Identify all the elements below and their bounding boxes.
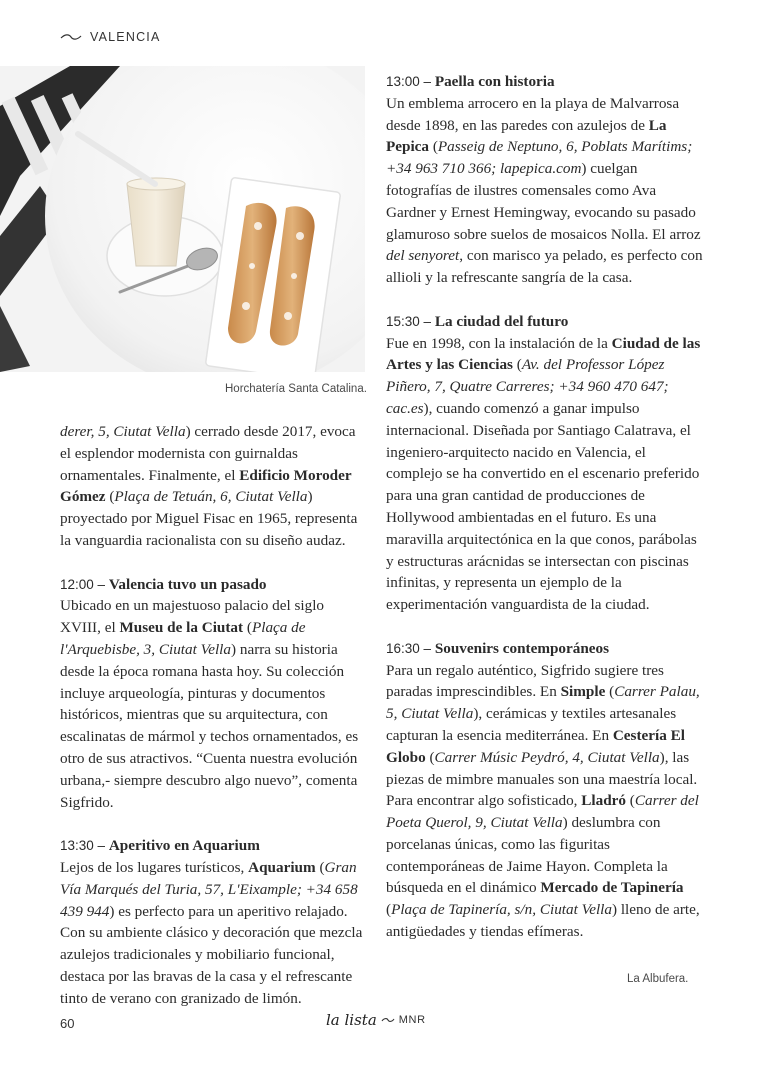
section-title: Paella con historia (434, 73, 555, 90)
souvenirs-venue-globo: Cestería El Globo (386, 726, 685, 766)
section-title: Valencia tuvo un pasado (108, 575, 267, 593)
intro-text-3: ) proyectado por Miguel Fisac en 1965, representa la vanguardia racionalista con su diseño audaz. (60, 488, 358, 549)
running-header (60, 30, 161, 44)
logo-script: la lista (326, 1011, 377, 1029)
aquarium-text-3: ) es perfecto para un aperitivo relajado. Con su ambiente clásico y decoración que mezcla azulejos tradicionales y mobiliario funcional, destaca por las bravas de la casa y el refrescante tinto de verano con granizado de limón. (60, 902, 363, 1007)
aquarium-address: Gran Vía Marqués del Turia, 57, L'Eixample; +34 658 439 944 (60, 858, 358, 920)
aquarium-text-2: ( (315, 858, 325, 876)
time-dash: – (419, 640, 435, 656)
tilde-ornament-icon (381, 1017, 395, 1023)
intro-paragraph (60, 421, 365, 552)
souvenirs-text-4: ( (425, 748, 435, 766)
intro-text-1: ) cerrado desde 2017, evoca el esplendor modernista con guirnaldas ornamentales. Finalmente, el (60, 423, 356, 484)
section-futuro (386, 311, 704, 616)
time-dash: – (93, 838, 109, 854)
horchata-photo (0, 66, 365, 372)
section-time: 12:00 (60, 576, 94, 592)
section-souvenirs (386, 638, 704, 943)
section-name: VALENCIA (90, 30, 161, 44)
futuro-text-1: Fue en 1998, con la instalación de la (386, 334, 612, 352)
aquarium-text-1: Lejos de los lugares turísticos, (60, 858, 249, 876)
paella-text-3: ) cuelgan fotografías de ilustres comensales como Ava Gardner y Ernest Hemingway, evocando su pasado glamuroso sobre suelos de mosaicos Nolla. El arroz (386, 160, 701, 243)
time-dash: – (419, 313, 435, 329)
museu-venue: Museu de la Ciutat (119, 619, 244, 637)
tilde-ornament-icon (60, 33, 82, 41)
museu-text-1: Ubicado en un majestuoso palacio del siglo XVIII, el (60, 597, 325, 637)
souvenirs-venue-tapineria: Mercado de Tapinería (540, 879, 684, 897)
souvenirs-text-5: ), las piezas de mimbre manuales son una maestría local. Para encontrar algo sofisticado, (386, 748, 698, 810)
intro-address-1: derer, 5, Ciutat Vella (60, 423, 186, 440)
futuro-text-2: ( (512, 356, 522, 374)
souvenirs-text-8: ( (386, 901, 392, 919)
futuro-text-3: ), cuando comenzó a ganar impulso internacional. Diseñada por Santiago Calatrava, el ingeniero-arquitecto nacido en Valencia, el complejo se ha convertido en el escenario preferido para una gran cantidad de producciones de Hollywood ambientadas en el futuro. Es una maravilla arquitectónica en la que conos, parábolas y estructuras arácnidas se intersectan con piscinas infinitas, y representa un ejemplo de la experimentación vanguardista de la ciudad. (386, 399, 700, 614)
section-time: 13:30 (60, 838, 94, 854)
side-caption: La Albufera. (627, 973, 689, 985)
section-time: 13:00 (386, 74, 420, 89)
paella-text-2: ( (429, 138, 438, 156)
section-title: Aperitivo en Aquarium (108, 837, 260, 855)
section-title: La ciudad del futuro (434, 312, 569, 330)
section-time: 15:30 (386, 313, 420, 329)
paella-address: Passeig de Neptuno, 6, Poblats Marítims; +34 963 710 366; lapepica.com (386, 138, 693, 178)
futuro-venue: Ciudad de las Artes y las Ciencias (386, 334, 701, 374)
time-dash: – (419, 74, 435, 89)
section-aquarium (60, 835, 365, 1009)
section-paella (386, 71, 704, 289)
magazine-logo (326, 1011, 426, 1029)
section-title: Souvenirs contemporáneos (434, 639, 610, 657)
souvenirs-venue-lladro: Lladró (581, 792, 626, 810)
logo-brand: MNR (398, 1014, 426, 1026)
intro-venue-moroder: Edificio Moroder Gómez (60, 466, 352, 506)
souvenirs-address-globo: Carrer Músic Peydró, 4, Ciutat Vella (434, 748, 660, 766)
aquarium-venue: Aquarium (248, 858, 316, 876)
page-number: 60 (60, 1016, 75, 1031)
photo-caption: Horchatería Santa Catalina. (225, 383, 367, 395)
section-museu (60, 574, 365, 814)
right-column (386, 71, 704, 943)
souvenirs-text-2: ( (605, 683, 615, 701)
souvenirs-address-tapineria: Plaça de Tapinería, s/n, Ciutat Vella (391, 901, 612, 919)
museu-text-3: ) narra su historia desde la época romana hasta hoy. Su colección incluye arqueología, pinturas y documentos históricos, mientras que su arquitectura, con escalinatas de mármol y techos ornamentados, es otro de sus atractivos. “Cuenta nuestra evolución urbana,- siempre descubro algo nuevo”, comenta Sigfrido. (60, 640, 359, 811)
intro-text-2: ( (105, 488, 115, 506)
souvenirs-text-7: ) deslumbra con porcelanas únicas, como las figuritas contemporáneas de Jaime Hayon. Completa la búsqueda en el dinámico (386, 814, 668, 897)
souvenirs-text-1: Para un regalo auténtico, Sigfrido sugiere tres paradas imprescindibles. En (386, 661, 664, 701)
souvenirs-text-9: ) lleno de arte, antigüedades y tiendas efímeras. (386, 901, 700, 941)
souvenirs-venue-simple: Simple (560, 683, 606, 701)
museu-address: Plaça de l'Arquebisbe, 3, Ciutat Vella (60, 619, 306, 658)
paella-text-4: , con marisco ya pelado, es perfecto con allioli y la refrescante sangría de la casa. (386, 247, 703, 287)
paella-dish: del senyoret (386, 247, 460, 265)
souvenirs-address-lladro: Carrer del Poeta Querol, 9, Ciutat Vella (386, 792, 699, 832)
souvenirs-text-3: ), cerámicas y textiles artesanales capturan la esencia mediterránea. En (386, 705, 677, 744)
left-column (60, 421, 365, 1010)
futuro-address: Av. del Professor López Piñero, 7, Quatre Carreres; +34 960 470 647; cac.es (386, 356, 669, 417)
section-time: 16:30 (386, 640, 420, 656)
paella-text-1: Un emblema arrocero en la playa de Malvarrosa desde 1898, en las paredes con azulejos de (386, 94, 680, 134)
souvenirs-text-6: ( (626, 792, 635, 810)
souvenirs-address-simple: Carrer Palau, 5, Ciutat Vella (386, 683, 700, 723)
paella-venue: La Pepica (386, 116, 667, 156)
museu-text-2: ( (243, 619, 252, 637)
intro-address-2: Plaça de Tetuán, 6, Ciutat Vella (114, 488, 308, 506)
time-dash: – (93, 576, 109, 592)
